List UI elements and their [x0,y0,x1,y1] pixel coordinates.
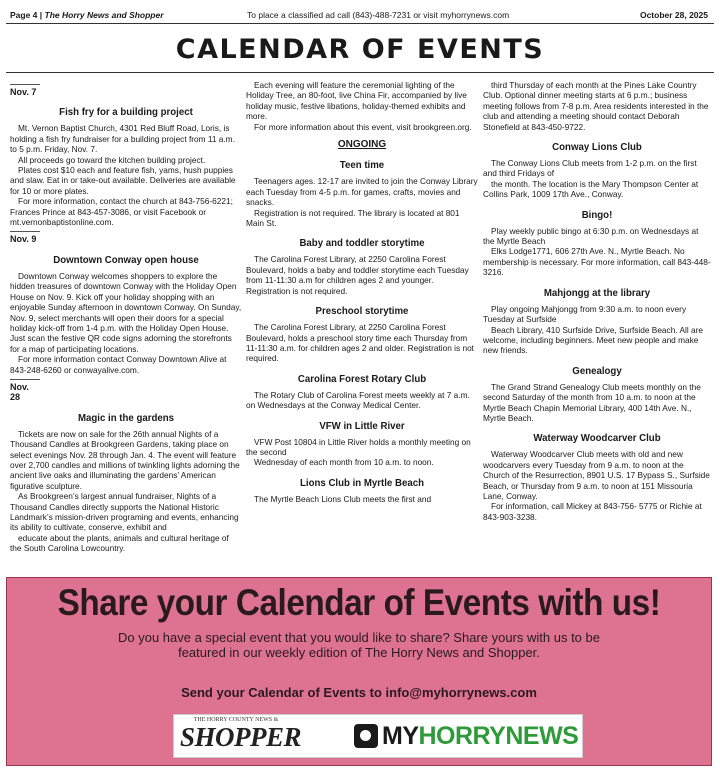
event-text: third Thursday of each month at the Pines Lake Country Club. Optional dinner meeting starts at 6 p.m.; business meeting follows from 7-8 p.m. Area residents interested in the club and attending a meeting should contact Deborah Stonefield at 843-450-9722. [483,80,709,132]
event-text: The Myrtle Beach Lions Club meets the first and [254,493,432,504]
event-text: The Rotary Club of Carolina Forest meets weekly at 7 a.m. on Wednesdays at the Conway Medical Center. [246,389,470,411]
event-text: Registration is not required. The library is located at 801 Main St. [246,207,460,229]
event-text: educate about the plants, animals and cultural heritage of the South Carolina Lowcountry. [10,532,229,554]
event-title: Downtown Conway open house [53,253,199,266]
event-title: Fish fry for a building project [59,106,193,119]
date-heading: Nov. 9 [10,231,40,244]
event-text: Waterway Woodcarver Club meets with old and new woodcarvers every Tuesday from 9 a.m. to noon at the Church of the Resurrection, 8901 U.S. 17 Bypass S., Surfside Beach, or Thursday from 9 a.m. to noon at 151 Missouria Lane, Conway. [483,449,710,501]
event-text: The Carolina Forest Library, at 2250 Carolina Forest Boulevard, holds a baby and toddler storytime each Tuesday from 11-11:30 a.m for children ages 2 and younger. Registration is not required. [246,254,469,296]
banner-line-1: Do you have a special event that you would like to share? Share yours with us to be [117,630,600,645]
event-text: Wednesday of each month from 10 a.m. to noon. [254,457,434,468]
event-text: Elks Lodge1771, 606 27th Ave. N., Myrtle Beach. No membership is necessary. For more information, call 843-448-3216. [483,246,711,278]
event-title: Mahjongg at the library [543,286,651,299]
event-title: Preschool storytime [315,305,409,318]
banner-headline: Share your Calendar of Events with us! [57,582,661,623]
event-title: Lions Club in Myrtle Beach [300,476,424,489]
section-heading: ONGOING [337,139,387,151]
event-text: All proceeds go toward the kitchen building project. [18,154,206,165]
event-text: The Conway Lions Club meets from 1-2 p.m. on the first and third Fridays of [483,158,697,179]
event-text: Mt. Vernon Baptist Church, 4301 Red Bluff Road, Loris, is holding a fish fry fundraiser for a building project from 11 a.m. to 5 p.m. Friday, Nov. 7. [10,123,235,155]
event-text: For more information, contact the church at 843-756-6221; Frances Prince at 843-457-3086, or visit Facebook or mt.vernonbaptistonline.com. [10,196,233,228]
page-title: CALENDAR OF EVENTS [175,34,545,65]
event-text: Beach Library, 410 Surfside Drive, Surfside Beach. All are welcome, including beginners. Meet new people and make new friends. [483,324,703,356]
page-header [10,6,710,22]
column-1 [10,80,242,554]
logo-strip [173,714,583,758]
event-text: Plates cost $10 each and feature fish, yams, hush puppies and slaw. Eat in or take-out available. Deliveries are available for 10 or more plates. [10,165,236,196]
promo-banner [6,577,712,766]
event-title: Conway Lions Club [552,141,642,154]
event-text: Tickets are now on sale for the 26th annual Nights of a Thousand Candles at Brookgreen Gardens, taking place on select evenings Nov. 28 through Jan. 4. The event will feature over 2,700 candles and millions of twinkling lights adorning the ancient live oaks and illuminating the gardens’ American figurative sculpture. [10,428,240,491]
event-text: the month. The location is the Mary Thompson Center at Collins Park, 1009 17th Ave., Conway. [483,178,699,200]
event-title: Teen time [339,159,385,172]
event-text: The Carolina Forest Library, at 2250 Carolina Forest Boulevard, holds a preschool story time each Thursday from 11-11:30 a.m. for children ages 2 and older. Registration is not required. [246,322,474,364]
event-text: Downtown Conway welcomes shoppers to explore the hidden treasures of downtown Conway with the Holiday Open House on Nov. 9. Kick off your holiday shopping with an enjoyable Sunday afternoon in downtown Conway. On Sunday, Nov. 9, select merchants will open their doors for a special holiday kick-off from 1-4 p.m. with the Holiday Open House. Just scan the festive QR code signs adorning the storefronts for a map of participating locations. [10,270,242,354]
classified-note: To place a classified ad call (843)-488-7231 or visit myhorrynews.com [247,10,510,20]
title-rule [6,72,714,73]
myhorrynews-logo[interactable]: MY HORRY NEWS [354,721,578,751]
event-title: Waterway Woodcarver Club [533,432,661,445]
event-text: Each evening will feature the ceremonial lighting of the Holiday Tree, an 80-foot, live China Fir, accompanied by live holiday music, festive libations, holiday-themed exhibits and more. [246,80,467,122]
shopper-logo: THE HORRY COUNTY NEWS & SHOPPER [180,717,302,752]
event-text: For information, call Mickey at 843-756- 5775 or Richie at 843-903-3238. [483,501,702,522]
banner-send-line[interactable]: Send your Calendar of Events to info@myhorrynews.com [181,685,537,700]
date-heading: Nov. 7 [10,84,40,97]
event-text: Play weekly public bingo at 6:30 p.m. on Wednesdays at the Myrtle Beach [483,225,699,247]
issue-date: October 28, 2025 [639,10,708,20]
myhorrynews-icon [354,724,378,748]
column-3 [483,80,711,522]
column-2 [246,80,478,504]
event-title: Baby and toddler storytime [299,237,425,250]
event-text: Play ongoing Mahjongg from 9:30 a.m. to noon every Tuesday at Surfside [483,303,687,325]
event-title: Magic in the gardens [77,411,175,424]
event-text: For more information about this event, visit brookgreen.org. [254,121,472,132]
event-title: Bingo! [581,208,613,221]
event-text: As Brookgreen’s largest annual fundraiser, Nights of a Thousand Candles directly supports the National Historic Landmark’s mission-driven programing and events, enhancing its ability to cultivate, conserve, exhibit and [10,491,239,533]
event-title: Genealogy [572,364,622,377]
date-heading: Nov. 28 [10,379,40,403]
event-text: The Grand Strand Genealogy Club meets monthly on the second Saturday of the month from 10 a.m. to noon at the Myrtle Beach Chapin Memorial Library, 400 14th Ave. N., Myrtle Beach. [483,381,701,423]
event-text: For more information contact Conway Downtown Alive at 843-248-6260 or conwayalive.com. [10,354,227,375]
event-title: Carolina Forest Rotary Club [297,372,427,385]
event-text: Teenagers ages. 12-17 are invited to join the Conway Library each Tuesday from 4-5 p.m. for games, crafts, movies and snacks. [246,176,478,208]
banner-line-2: featured in our weekly edition of The Horry News and Shopper. [178,645,540,660]
banner-text [7,630,711,660]
page-label: Page 4 | The Horry News and Shopper [10,10,164,20]
header-rule [6,23,714,24]
event-text: VFW Post 10804 in Little River holds a monthly meeting on the second [246,436,471,457]
event-title: VFW in Little River [319,419,405,432]
